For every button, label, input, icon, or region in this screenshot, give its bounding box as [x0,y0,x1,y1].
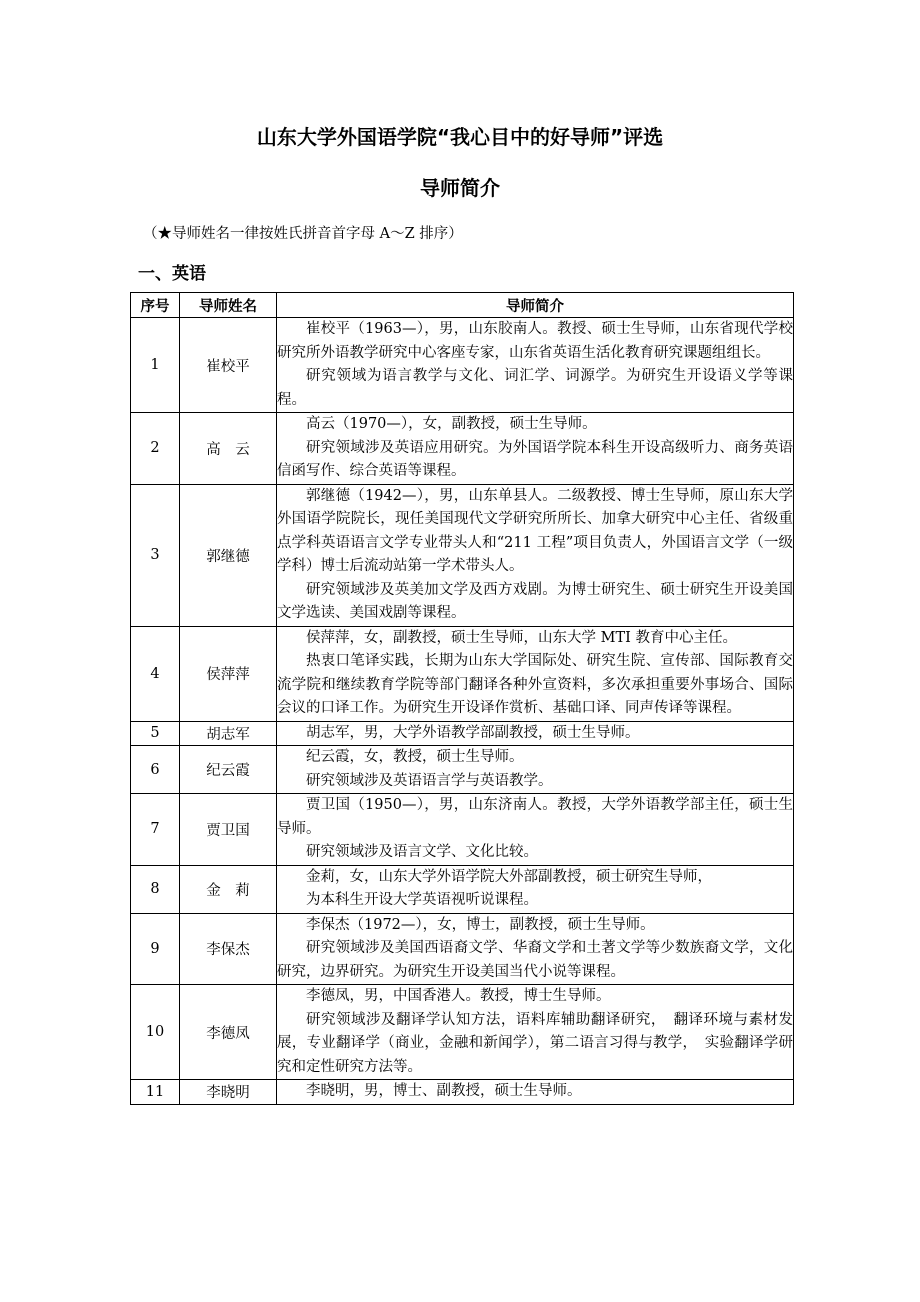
intro-paragraph: 李保杰（1972—），女，博士，副教授，硕士生导师。 [306,916,655,933]
intro-paragraph: 研究领域为语言教学与文化、词汇学、词源学。为研究生开设语义学等课程。 [277,368,793,408]
sorting-note: （★导师姓名一律按姓氏拼音首字母 A～Z 排序） [143,226,463,242]
table-row [131,913,794,985]
mentor-name: 侯萍萍 [180,626,277,721]
intro-paragraph: 研究领域涉及英语应用研究。为外国语学院本科生开设高级听力、商务英语信函写作、综合英语等课程。 [277,439,793,479]
mentor-intro [277,721,794,746]
table-row [131,985,794,1080]
table-row [131,626,794,721]
mentor-name: 李德凤 [180,985,277,1080]
intro-paragraph: 郭继德（1942—），男，山东单县人。二级教授、博士生导师，原山东大学外国语学院院长，现任美国现代文学研究所所长、加拿大研究中心主任、省级重点学科英语语言文学专业带头人和“211 工程”项目负责人，外国语言文学（一级学科）博士后流动站第一学术带头人。 [277,487,793,574]
row-number: 9 [131,913,180,985]
mentor-intro [277,985,794,1080]
header-number: 序号 [131,293,180,318]
table-row [131,318,794,413]
table-header-row [131,293,794,318]
intro-paragraph: 胡志军，男，大学外语教学部副教授，硕士生导师。 [306,724,640,741]
intro-paragraph: 侯萍萍，女，副教授，硕士生导师，山东大学 MTI 教育中心主任。 [306,629,737,646]
table-row [131,865,794,913]
row-number: 11 [131,1080,180,1105]
intro-paragraph: 研究领域涉及翻译学认知方法，语料库辅助翻译研究， 翻译环境与素材发展，专业翻译学（商业，金融和新闻学），第二语言习得与教学， 实验翻译学研究和定性研究方法等。 [277,1011,793,1075]
table-row [131,484,794,626]
row-number: 4 [131,626,180,721]
intro-paragraph: 贾卫国（1950—），男，山东济南人。教授，大学外语教学部主任，硕士生导师。 [277,797,793,837]
table-row [131,413,794,485]
section-heading: 一、英语 [138,264,206,284]
mentor-name: 郭继德 [180,484,277,626]
mentor-name: 纪云霞 [180,746,277,794]
intro-paragraph: 崔校平（1963—），男，山东胶南人。教授、硕士生导师，山东省现代学校研究所外语教学研究中心客座专家，山东省英语生活化教育研究课题组组长。 [277,321,793,361]
intro-paragraph: 纪云霞，女，教授，硕士生导师。 [306,749,524,765]
document-title: 山东大学外国语学院“我心目中的好导师”评选 [256,125,664,149]
mentor-intro [277,318,794,413]
mentor-intro [277,794,794,866]
mentor-intro [277,626,794,721]
mentor-intro [277,913,794,985]
table-row [131,721,794,746]
mentor-intro [277,413,794,485]
mentor-name: 胡志军 [180,721,277,746]
row-number: 10 [131,985,180,1080]
mentor-table [130,292,794,1105]
mentor-name: 高 云 [180,413,277,485]
mentor-name: 崔校平 [180,318,277,413]
intro-paragraph: 热衷口笔译实践，长期为山东大学国际处、研究生院、宣传部、国际教育交流学院和继续教育学院等部门翻译各种外宣资料，多次承担重要外事场合、国际会议的口译工作。为研究生开设译作赏析、基础口译、同声传译等课程。 [277,653,793,716]
table-row [131,794,794,866]
intro-paragraph: 金莉，女，山东大学外语学院大外部副教授，硕士研究生导师， [306,868,712,885]
row-number: 5 [131,721,180,746]
intro-paragraph: 高云（1970—），女，副教授，硕士生导师。 [306,416,597,432]
intro-paragraph: 李德凤，男，中国香港人。教授，博士生导师。 [306,988,611,1004]
mentor-intro [277,746,794,794]
mentor-name: 贾卫国 [180,794,277,866]
intro-paragraph: 研究领域涉及英语语言学与英语教学。 [306,772,553,789]
intro-paragraph: 研究领域涉及英美加文学及西方戏剧。为博士研究生、硕士研究生开设美国文学选读、美国戏剧等课程。 [277,581,793,621]
intro-paragraph: 李晓明，男，博士、副教授，硕士生导师。 [306,1083,582,1099]
row-number: 8 [131,865,180,913]
mentor-name: 李保杰 [180,913,277,985]
row-number: 2 [131,413,180,485]
table-row [131,746,794,794]
mentor-intro [277,484,794,626]
header-name: 导师姓名 [180,293,277,318]
document-subtitle: 导师简介 [420,176,500,200]
table-row [131,1080,794,1105]
mentor-name: 李晓明 [180,1080,277,1105]
intro-paragraph: 研究领域涉及美国西语裔文学、华裔文学和土著文学等少数族裔文学，文化研究，边界研究。为研究生开设美国当代小说等课程。 [277,940,793,980]
row-number: 7 [131,794,180,866]
mentor-intro [277,1080,794,1105]
header-intro: 导师简介 [277,293,794,318]
row-number: 3 [131,484,180,626]
row-number: 1 [131,318,180,413]
mentor-intro [277,865,794,913]
row-number: 6 [131,746,180,794]
mentor-name: 金 莉 [180,865,277,913]
intro-paragraph: 为本科生开设大学英语视听说课程。 [306,892,538,908]
intro-paragraph: 研究领域涉及语言文学、文化比较。 [306,844,538,860]
